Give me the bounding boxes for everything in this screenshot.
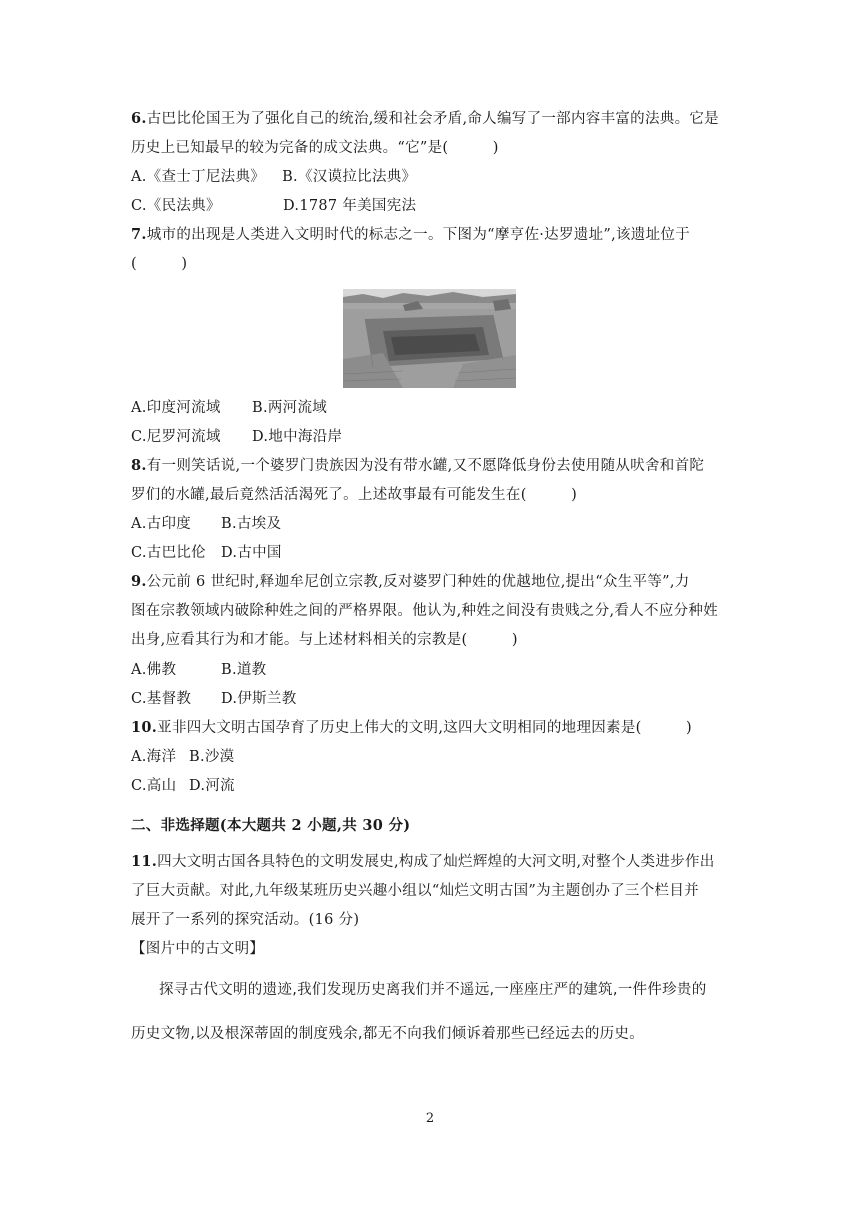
question-8-number: 8.	[131, 457, 147, 474]
option-c: C.古巴比伦	[131, 545, 206, 561]
section-2-title: 二、非选择题(本大题共 2 小题,共 30 分)	[131, 817, 411, 834]
question-11-line-2: 了巨大贡献。对此,九年级某班历史兴趣小组以“灿烂文明古国”为主题创办了三个栏目并	[131, 883, 699, 899]
question-7-options-row-1	[131, 398, 327, 418]
question-9-text: 公元前 6 世纪时,释迦牟尼创立宗教,反对婆罗门种姓的优越地位,提出“众生平等”,力	[146, 574, 690, 590]
question-10-text: 亚非四大文明古国孕育了历史上伟大的文明,这四大文明相同的地理因素是( )	[157, 720, 692, 736]
question-9-line-1	[131, 572, 690, 592]
question-9-options-row-1	[131, 660, 266, 680]
option-c: C.基督教	[131, 691, 192, 707]
question-9-options-row-2	[131, 689, 297, 709]
question-7-line-2: ( )	[131, 256, 188, 272]
option-a: A.海洋	[131, 749, 177, 765]
question-8-options-row-2	[131, 543, 282, 563]
option-a: A.佛教	[131, 662, 177, 678]
option-d: D.地中海沿岸	[252, 429, 343, 445]
question-8-options-row-1	[131, 514, 281, 534]
question-9-line-2: 图在宗教领域内破除种姓之间的严格界限。他认为,种姓之间没有贵贱之分,看人不应分种姓	[131, 603, 719, 619]
page-number: 2	[425, 1111, 435, 1126]
option-c: C.高山	[131, 778, 177, 794]
question-6-line-2: 历史上已知最早的较为完备的成文法典。“它”是( )	[131, 140, 499, 156]
question-6-options-row-2	[131, 196, 416, 216]
option-d: D.伊斯兰教	[221, 691, 297, 707]
option-d: D.古中国	[221, 545, 282, 561]
question-8-line-2: 罗们的水罐,最后竟然活活渴死了。上述故事最有可能发生在( )	[131, 487, 578, 503]
mohenjo-daro-photo	[343, 289, 516, 388]
option-d: D.1787 年美国宪法	[283, 198, 417, 214]
question-11-line-1	[131, 852, 715, 872]
question-10-options-row-1	[131, 747, 234, 767]
option-b: B.道教	[221, 662, 267, 678]
question-10-number: 10.	[131, 719, 158, 736]
option-a: A.古印度	[131, 516, 192, 532]
question-6-line-1	[131, 109, 719, 129]
option-b: B.沙漠	[189, 749, 235, 765]
question-9-line-3: 出身,应看其行为和才能。与上述材料相关的宗教是( )	[131, 632, 518, 648]
question-7-number: 7.	[131, 226, 147, 243]
option-b: B.两河流域	[252, 400, 328, 416]
question-11-text: 四大文明古国各具特色的文明发展史,构成了灿烂辉煌的大河文明,对整个人类进步作出	[157, 854, 715, 870]
question-6-number: 6.	[131, 110, 147, 127]
question-11-paragraph-line-1: 探寻古代文明的遗迹,我们发现历史离我们并不遥远,一座座庄严的建筑,一件件珍贵的	[159, 982, 707, 998]
question-11-line-3: 展开了一系列的探究活动。(16 分)	[131, 912, 360, 928]
question-8-text: 有一则笑话说,一个婆罗门贵族因为没有带水罐,又不愿降低身份去使用随从吠舍和首陀	[146, 458, 705, 474]
question-11-number: 11.	[131, 853, 158, 870]
question-7-line-1	[131, 225, 690, 245]
question-7-text: 城市的出现是人类进入文明时代的标志之一。下图为“摩亨佐·达罗遗址”,该遗址位于	[146, 227, 690, 243]
question-11-subheading: 【图片中的古文明】	[131, 941, 265, 957]
option-d: D.河流	[189, 778, 235, 794]
question-7-options-row-2	[131, 427, 342, 447]
option-c: C.《民法典》	[131, 198, 221, 214]
option-c: C.尼罗河流域	[131, 429, 221, 445]
question-6-options-row-1	[131, 167, 416, 187]
question-10-options-row-2	[131, 776, 235, 796]
option-a: A.印度河流域	[131, 400, 221, 416]
question-9-number: 9.	[131, 573, 147, 590]
question-11-paragraph-line-2: 历史文物,以及根深蒂固的制度残余,都无不向我们倾诉着那些已经远去的历史。	[131, 1026, 645, 1042]
question-10-line-1	[131, 718, 692, 738]
question-6-text: 古巴比伦国王为了强化自己的统治,缓和社会矛盾,命人编写了一部内容丰富的法典。它是	[146, 111, 719, 127]
option-b: B.《汉谟拉比法典》	[282, 169, 417, 185]
option-b: B.古埃及	[221, 516, 282, 532]
question-8-line-1	[131, 456, 704, 476]
option-a: A.《查士丁尼法典》	[131, 169, 266, 185]
